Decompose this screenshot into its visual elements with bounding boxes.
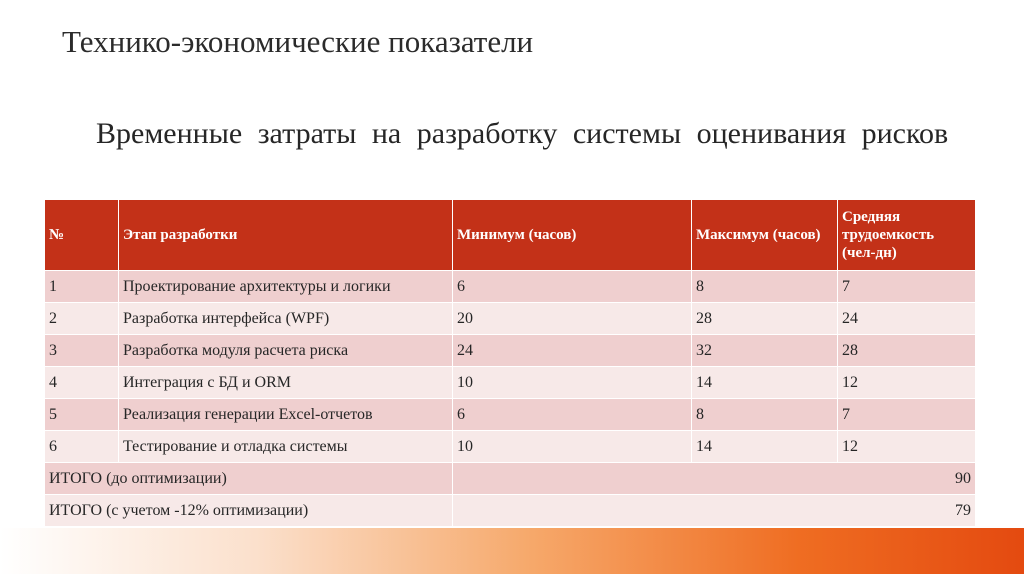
total-row (45, 463, 976, 495)
cell-max: 8 (692, 271, 838, 303)
slide-title: Технико-экономические показатели (62, 24, 534, 59)
total-label: ИТОГО (с учетом -12% оптимизации) (45, 495, 453, 527)
cell-max: 28 (692, 303, 838, 335)
cell-avg: 24 (838, 303, 976, 335)
table-row (45, 431, 976, 463)
decorative-gradient-bar (0, 528, 1024, 574)
cell-avg: 12 (838, 431, 976, 463)
cell-avg: 7 (838, 399, 976, 431)
table-row (45, 303, 976, 335)
cell-number: 5 (45, 399, 119, 431)
cell-max: 14 (692, 431, 838, 463)
cell-stage: Интеграция с БД и ORM (119, 367, 453, 399)
cell-stage: Проектирование архитектуры и логики (119, 271, 453, 303)
cell-min: 10 (453, 431, 692, 463)
cell-stage: Разработка модуля расчета риска (119, 335, 453, 367)
cell-min: 6 (453, 399, 692, 431)
cell-number: 2 (45, 303, 119, 335)
total-row (45, 495, 976, 527)
total-value: 79 (453, 495, 976, 527)
cell-number: 6 (45, 431, 119, 463)
cell-stage: Реализация генерации Excel-отчетов (119, 399, 453, 431)
cell-max: 32 (692, 335, 838, 367)
cell-avg: 12 (838, 367, 976, 399)
cell-number: 4 (45, 367, 119, 399)
cell-max: 14 (692, 367, 838, 399)
header-max: Максимум (часов) (692, 200, 838, 271)
total-label: ИТОГО (до оптимизации) (45, 463, 453, 495)
cell-max: 8 (692, 399, 838, 431)
table-row (45, 367, 976, 399)
cell-stage: Тестирование и отладка системы (119, 431, 453, 463)
table-row (45, 399, 976, 431)
cell-min: 24 (453, 335, 692, 367)
header-min: Минимум (часов) (453, 200, 692, 271)
slide-subtitle: Временные затраты на разработку системы оценивания рисков (96, 117, 949, 150)
cell-min: 10 (453, 367, 692, 399)
header-avg: Средняя трудоемкость (чел-дн) (838, 200, 976, 271)
header-number: № (45, 200, 119, 271)
cell-min: 20 (453, 303, 692, 335)
cost-table (44, 199, 976, 527)
header-stage: Этап разработки (119, 200, 453, 271)
table-header-row (45, 200, 976, 271)
cell-number: 1 (45, 271, 119, 303)
table-row (45, 335, 976, 367)
cell-number: 3 (45, 335, 119, 367)
table-row (45, 271, 976, 303)
cell-avg: 28 (838, 335, 976, 367)
cell-stage: Разработка интерфейса (WPF) (119, 303, 453, 335)
cell-avg: 7 (838, 271, 976, 303)
total-value: 90 (453, 463, 976, 495)
cell-min: 6 (453, 271, 692, 303)
